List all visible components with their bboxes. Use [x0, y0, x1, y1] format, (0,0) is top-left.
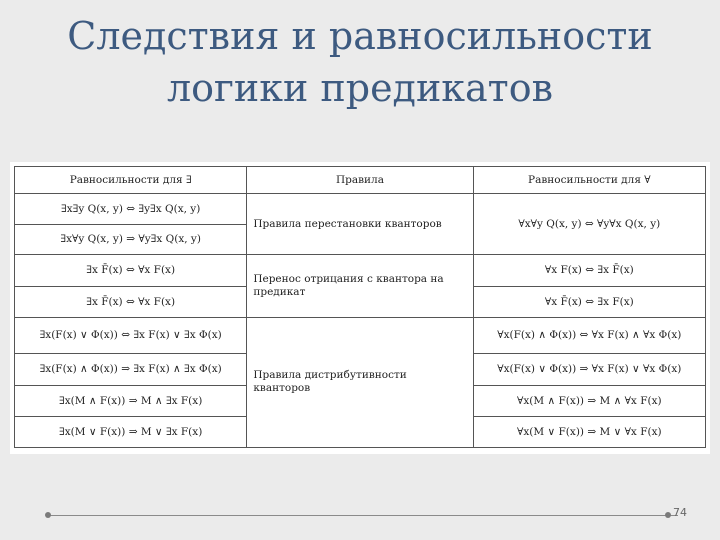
rule-negation-transfer [247, 255, 473, 318]
formula-cell: ∃x F̄(x) ⇔ ∀x F(x) [15, 286, 247, 317]
table-row [15, 194, 706, 224]
footer-divider [48, 515, 678, 516]
formula-cell: ∃x∃y Q(x, y) ⇔ ∃y∃x Q(x, y) [15, 194, 247, 224]
formula-cell: ∃x(F(x) ∧ Φ(x)) ⇒ ∃x F(x) ∧ ∃x Φ(x) [15, 353, 247, 386]
rule-label: Перенос отрицания с квантора на предикат [253, 273, 444, 299]
header-rules: Правила [247, 167, 473, 194]
equivalences-table [14, 166, 706, 448]
table-row [15, 255, 706, 286]
rule-swap-quantifiers [247, 194, 473, 255]
formula-cell: ∀x(M ∧ F(x)) ⇒ M ∧ ∀x F(x) [473, 386, 705, 416]
rule-label: Правила дистрибутивности кванторов [253, 369, 407, 395]
formula-cell: ∃x(F(x) ∨ Φ(x)) ⇔ ∃x F(x) ∨ ∃x Φ(x) [15, 317, 247, 353]
footer-dot-left [45, 512, 51, 518]
page-number: 74 [673, 506, 687, 519]
formula-cell: ∀x∀y Q(x, y) ⇔ ∀y∀x Q(x, y) [473, 194, 705, 255]
formula-cell: ∀x F̄(x) ⇔ ∃x F(x) [473, 286, 705, 317]
rule-label: Правила перестановки кванторов [253, 217, 442, 230]
slide-title-line-1: Следствия и равносильности [67, 14, 653, 58]
formula-cell: ∃x(M ∧ F(x)) ⇒ M ∧ ∃x F(x) [15, 386, 247, 416]
equivalences-table-image [10, 162, 710, 454]
rule-distributivity [247, 317, 473, 447]
header-forall: Равносильности для ∀ [473, 167, 705, 194]
formula-cell: ∀x F(x) ⇔ ∃x F̄(x) [473, 255, 705, 286]
footer-dot-right [665, 512, 671, 518]
header-exists: Равносильности для ∃ [15, 167, 247, 194]
formula-cell: ∀x(M ∨ F(x)) ⇒ M ∨ ∀x F(x) [473, 416, 705, 447]
formula-cell: ∃x F̄(x) ⇔ ∀x F(x) [15, 255, 247, 286]
formula-cell: ∃x∀y Q(x, y) ⇒ ∀y∃x Q(x, y) [15, 224, 247, 254]
table-row [15, 317, 706, 353]
formula-cell: ∀x(F(x) ∨ Φ(x)) ⇒ ∀x F(x) ∨ ∀x Φ(x) [473, 353, 705, 386]
formula-cell: ∃x(M ∨ F(x)) ⇒ M ∨ ∃x F(x) [15, 416, 247, 447]
slide-title-line-2: логики предикатов [167, 66, 553, 110]
table-header-row [15, 167, 706, 194]
slide-title [40, 10, 680, 114]
formula-cell: ∀x(F(x) ∧ Φ(x)) ⇔ ∀x F(x) ∧ ∀x Φ(x) [473, 317, 705, 353]
